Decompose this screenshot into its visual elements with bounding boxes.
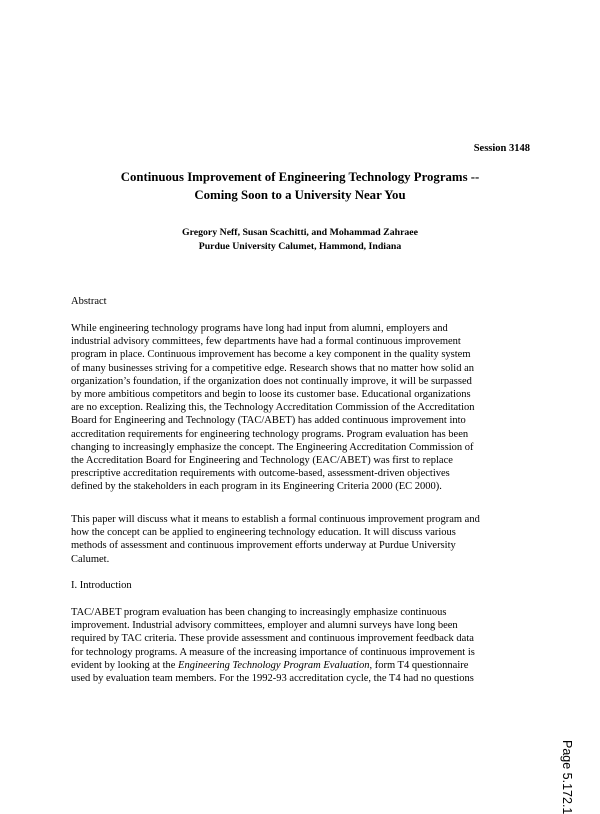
text-line: prescriptive accreditation requirements with outcome-based, assessment-driven objectives bbox=[71, 468, 450, 480]
introduction-heading: I. Introduction bbox=[71, 580, 132, 591]
abstract-paragraph bbox=[71, 322, 533, 494]
title-line-1: Continuous Improvement of Engineering Technology Programs -- bbox=[120, 170, 480, 184]
text-run: , form T4 questionnaire bbox=[369, 659, 469, 671]
author-affiliation: Purdue University Calumet, Hammond, Indiana bbox=[198, 241, 402, 252]
text-line: the Accreditation Board for Engineering and Technology (EAC/ABET) was first to replace bbox=[71, 455, 453, 467]
italic-title-run: Engineering Technology Program Evaluation bbox=[178, 659, 370, 671]
text-line: how the concept can be applied to engineering technology education. It will discuss various bbox=[71, 527, 456, 539]
text-line: defined by the stakeholders in each program in its Engineering Criteria 2000 (EC 2000). bbox=[71, 481, 442, 493]
text-line: changing to increasingly emphasize the concept. The Engineering Accreditation Commission of bbox=[71, 441, 474, 453]
text-line: TAC/ABET program evaluation has been changing to increasingly emphasize continuous bbox=[71, 607, 447, 618]
text-line: accreditation requirements for engineering technology programs. Program evaluation has been bbox=[71, 428, 469, 440]
author-block bbox=[0, 226, 600, 254]
text-line: While engineering technology programs have long had input from alumni, employers and bbox=[71, 323, 448, 334]
text-run: evident by looking at the bbox=[71, 659, 179, 671]
text-line: Calumet. bbox=[71, 553, 110, 565]
text-line: Board for Engineering and Technology (TAC/ABET) has added continuous improvement into bbox=[71, 415, 466, 427]
scope-paragraph bbox=[71, 513, 533, 566]
page-number: Page 5.172.1 bbox=[560, 740, 574, 814]
session-label: Session 3148 bbox=[473, 143, 530, 154]
text-line: used by evaluation team members. For the 1992-93 accreditation cycle, the T4 had no questions bbox=[71, 673, 474, 685]
text-line: for technology programs. A measure of the increasing importance of continuous improvement is bbox=[71, 646, 475, 658]
text-line: by more ambitious competitors and begin to loose its customer base. Educational organizations bbox=[71, 389, 471, 401]
text-line: industrial advisory committees, few departments have had a formal continuous improvement bbox=[71, 336, 461, 348]
text-line: of many businesses striving for a competitive edge. Research shows that no matter how solid an bbox=[71, 362, 474, 374]
text-line: improvement. Industrial advisory committees, employer and alumni surveys have long been bbox=[71, 620, 458, 632]
title-line-2: Coming Soon to a University Near You bbox=[194, 188, 406, 202]
text-line: are no exception. Realizing this, the Technology Accreditation Commission of the Accreditation bbox=[71, 402, 475, 414]
paper-title bbox=[0, 168, 600, 204]
text-line: This paper will discuss what it means to establish a formal continuous improvement program and bbox=[71, 514, 480, 525]
text-line: methods of assessment and continuous improvement efforts underway at Purdue University bbox=[71, 540, 456, 552]
text-line: required by TAC criteria. These provide assessment and continuous improvement feedback data bbox=[71, 633, 474, 645]
introduction-paragraph bbox=[71, 606, 533, 685]
author-names: Gregory Neff, Susan Scachitti, and Mohammad Zahraee bbox=[181, 227, 419, 238]
abstract-heading: Abstract bbox=[71, 296, 107, 307]
text-line: organization’s foundation, if the organization does not continually improve, it will be surpassed bbox=[71, 375, 472, 387]
text-line: program in place. Continuous improvement has become a key component in the quality system bbox=[71, 349, 471, 361]
text-line-with-italic bbox=[71, 659, 533, 672]
